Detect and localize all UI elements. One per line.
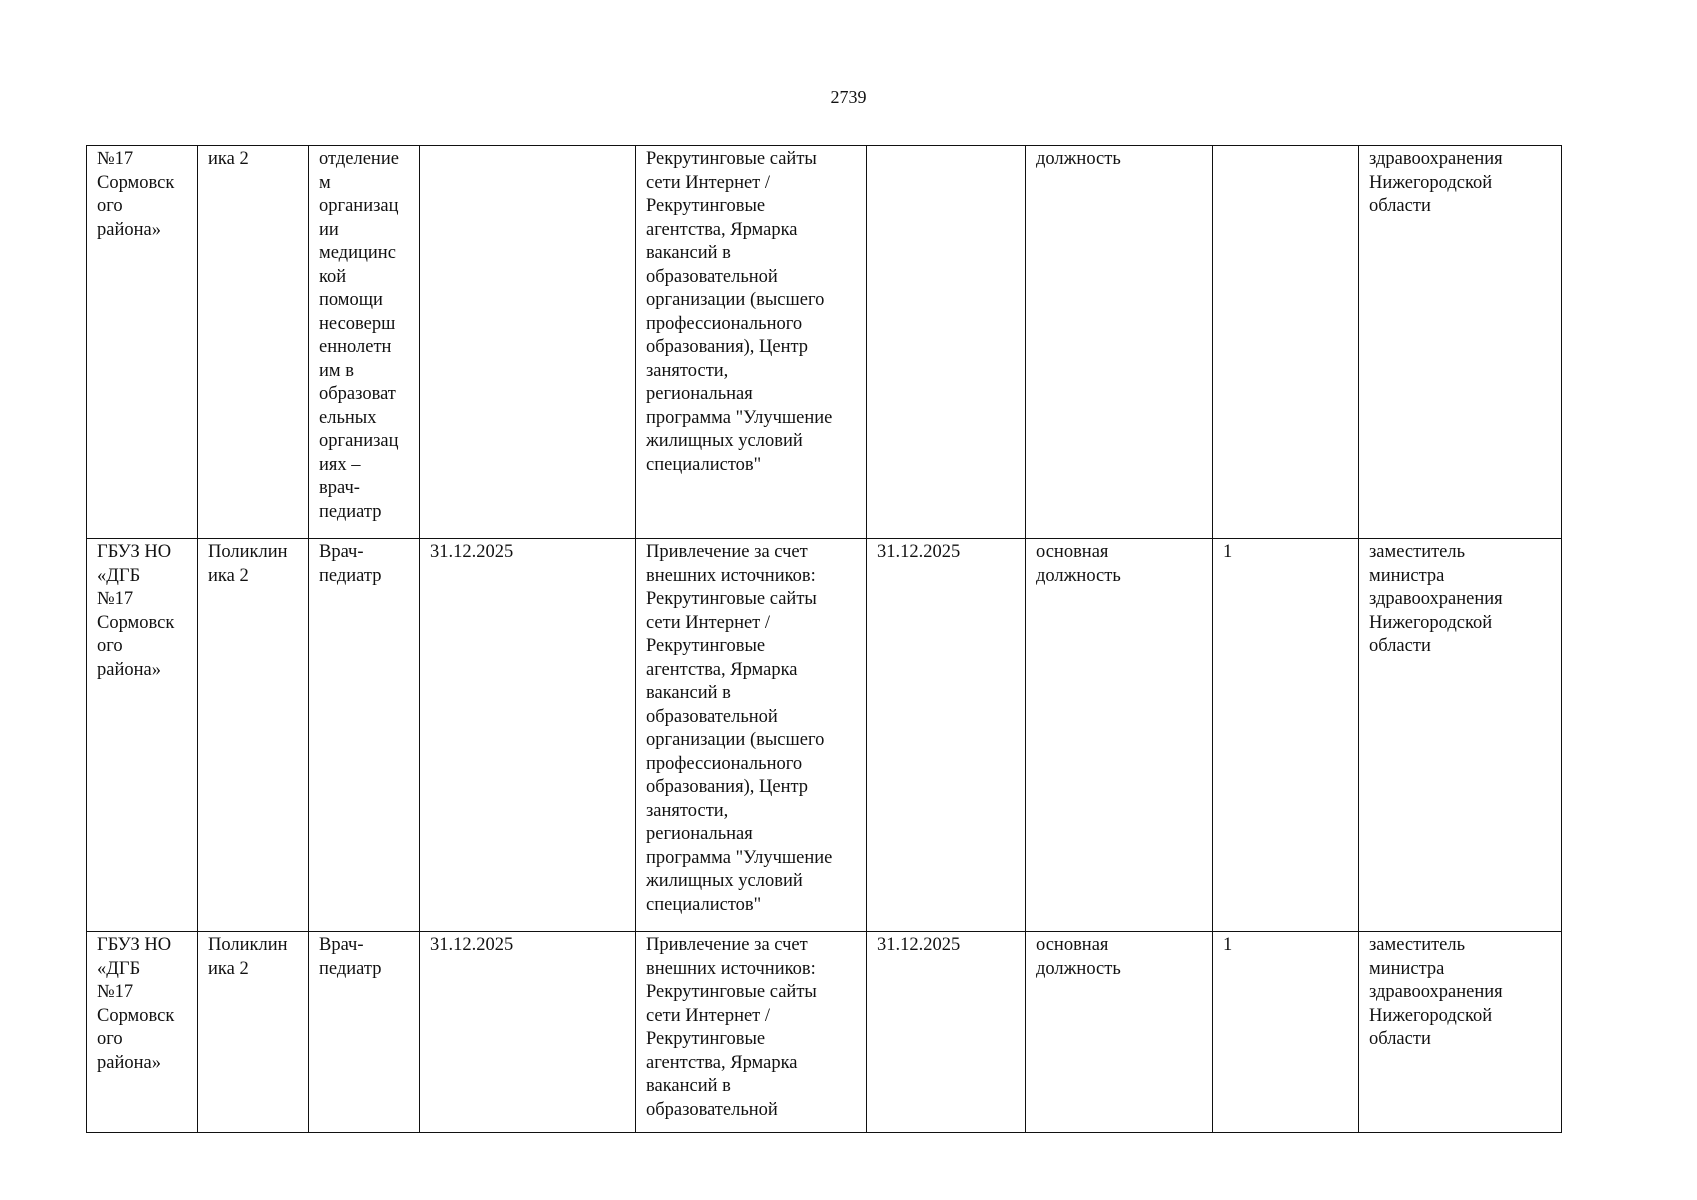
table-row (87, 146, 1562, 539)
cell-organization: №17 Сормовск ого района» (87, 146, 198, 539)
cell-position: Врач- педиатр (309, 932, 420, 1133)
cell-position-type: основная должность (1026, 539, 1213, 932)
cell-position-type: основная должность (1026, 932, 1213, 1133)
cell-count (1213, 146, 1359, 539)
cell-position: отделение м организац ии медицинс кой помощи несоверш еннолетн им в образоват ельных организац иях – врач- педиатр (309, 146, 420, 539)
cell-date: 31.12.2025 (420, 932, 636, 1133)
cell-date: 31.12.2025 (420, 539, 636, 932)
cell-measures: Привлечение за счет внешних источников: Рекрутинговые сайты сети Интернет / Рекрутинговые агентства, Ярмарка вакансий в образовательной организации (высшего профессионального образования), Центр занятости, региональная программа "Улучшение жилищных условий специалистов" (636, 539, 867, 932)
table-row (87, 539, 1562, 932)
cell-count: 1 (1213, 539, 1359, 932)
cell-position-type: должность (1026, 146, 1213, 539)
cell-department: Поликлин ика 2 (198, 932, 309, 1133)
page-number: 2739 (830, 87, 867, 107)
cell-organization: ГБУЗ НО «ДГБ №17 Сормовск ого района» (87, 539, 198, 932)
cell-deadline: 31.12.2025 (867, 932, 1026, 1133)
cell-deadline (867, 146, 1026, 539)
cell-responsible: заместитель министра здравоохранения Нижегородской области (1359, 932, 1562, 1133)
cell-count: 1 (1213, 932, 1359, 1133)
cell-measures: Привлечение за счет внешних источников: Рекрутинговые сайты сети Интернет / Рекрутинговые агентства, Ярмарка вакансий в образовательной (636, 932, 867, 1133)
cell-measures: Рекрутинговые сайты сети Интернет / Рекрутинговые агентства, Ярмарка вакансий в образовательной организации (высшего профессионального образования), Центр занятости, региональная программа "Улучшение жилищных условий специалистов" (636, 146, 867, 539)
cell-responsible: заместитель министра здравоохранения Нижегородской области (1359, 539, 1562, 932)
cell-organization: ГБУЗ НО «ДГБ №17 Сормовск ого района» (87, 932, 198, 1133)
data-table (86, 145, 1562, 1133)
cell-department: Поликлин ика 2 (198, 539, 309, 932)
cell-position: Врач- педиатр (309, 539, 420, 932)
cell-department: ика 2 (198, 146, 309, 539)
cell-date (420, 146, 636, 539)
cell-responsible: здравоохранения Нижегородской области (1359, 146, 1562, 539)
cell-deadline: 31.12.2025 (867, 539, 1026, 932)
table-row (87, 932, 1562, 1133)
